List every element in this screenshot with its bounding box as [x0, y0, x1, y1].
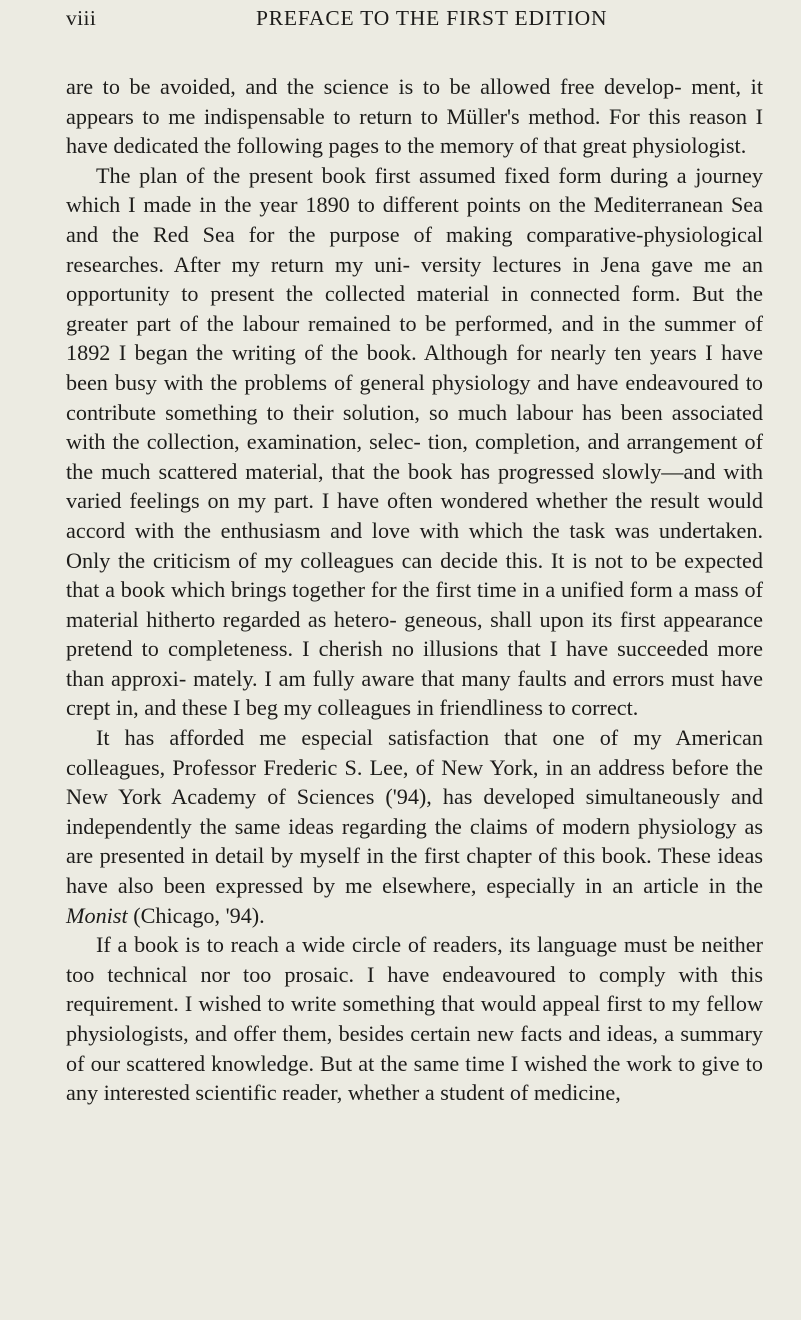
paragraph-3: [66, 723, 763, 930]
running-head: [66, 6, 763, 42]
paragraph-3-text-b: (Chicago, '94).: [127, 902, 265, 928]
running-title: PREFACE TO THE FIRST EDITION: [256, 6, 608, 30]
paragraph-4: If a book is to reach a wide circle of readers, its language must be neither too technical nor too prosaic. I have endeavoured to comply with this requirement. I wished to write something that would appeal first to my fellow physiologists, and offer them, besides certain new facts and ideas, a summary of our scattered knowledge. But at the same time I wished the work to give to any interested scientific reader, whether a student of medicine,: [66, 932, 763, 1106]
body-text: [66, 72, 763, 1108]
paragraph-1: are to be avoided, and the science is to be allowed free develop- ment, it appears to me indispensable to return to Müller's method. For this reason I have dedicated the following pages to the memory of that great physiologist.: [66, 74, 763, 159]
page-number: viii: [66, 6, 97, 30]
monist-title: Monist: [66, 902, 128, 928]
paragraph-2: The plan of the present book first assumed fixed form during a journey which I made in the year 1890 to different points on the Mediterranean Sea and the Red Sea for the purpose of making comparative-physiological researches. After my return my uni- versity lectures in Jena gave me an opportunity to present the collected material in connected form. But the greater part of the labour remained to be performed, and in the summer of 1892 I began the writing of the book. Although for nearly ten years I have been busy with the problems of general physiology and have endeavoured to contribute something to their solution, so much labour has been associated with the collection, examination, selec- tion, completion, and arrangement of the much scattered material, that the book has progressed slowly—and with varied feelings on my part. I have often wondered whether the result would accord with the enthusiasm and love with which the task was undertaken. Only the criticism of my colleagues can decide this. It is not to be expected that a book which brings together for the first time in a unified form a mass of material hitherto regarded as hetero- geneous, shall upon its first appearance pretend to completeness. I cherish no illusions that I have succeeded more than approxi- mately. I am fully aware that many faults and errors must have crept in, and these I beg my colleagues in friendliness to correct.: [66, 162, 763, 721]
paragraph-3-text-a: It has afforded me especial satisfaction that one of my American colleagues, Professor Frederic S. Lee, of New York, in an address before the New York Academy of Sciences ('94), has developed simultaneously and independently the same ideas regarding the claims of modern physiology as are presented in detail by myself in the first chapter of this book. These ideas have also been expressed by me elsewhere, especially in an article in the: [66, 725, 763, 899]
